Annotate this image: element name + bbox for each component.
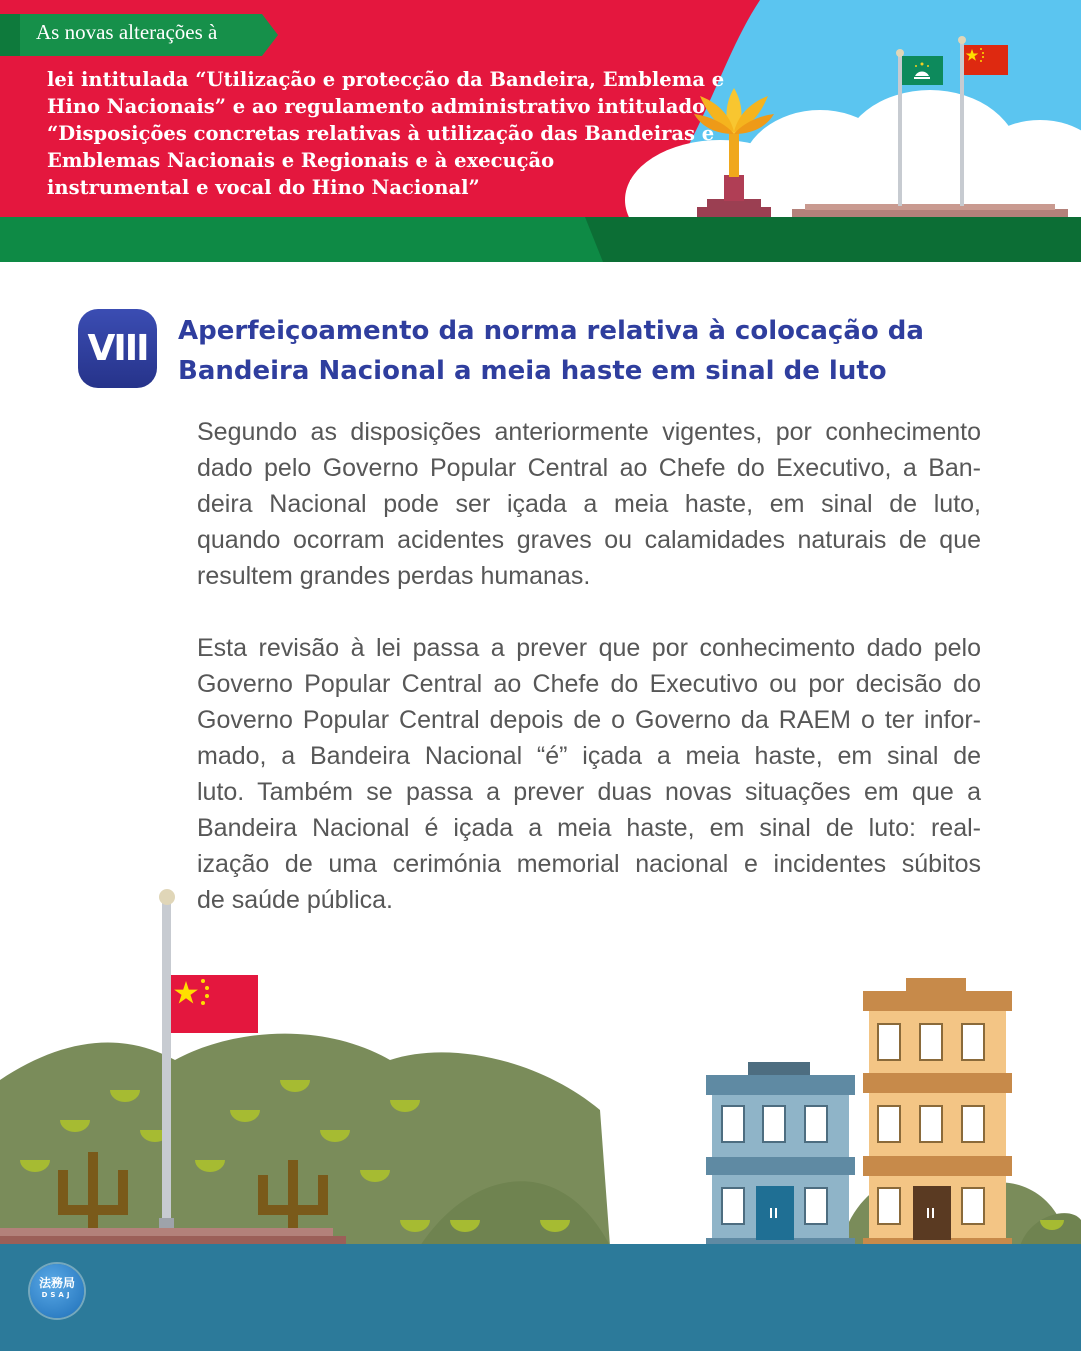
section-title-line: Bandeira Nacional a meia haste em sinal de luto (178, 356, 887, 386)
bottom-scene-illustration (0, 880, 1081, 1351)
paragraph-line: resultem grandes perdas humanas. (197, 562, 591, 590)
banner-title-line: Emblemas Nacionais e Regionais e à execução (47, 149, 555, 172)
paragraph-line: quando ocorram acidentes graves ou calamidades naturais de que (197, 526, 981, 554)
paragraph-line: deira Nacional pode ser içada a meia haste, em sinal de luto, (197, 490, 981, 518)
paragraph-2 (197, 630, 981, 918)
section-title (178, 311, 998, 391)
section-title-line: Aperfeiçoamento da norma relativa à colocação da (178, 316, 924, 346)
blue-building-icon (706, 1062, 855, 1246)
paragraph-1 (197, 414, 981, 594)
china-flag-icon (964, 45, 1008, 75)
paragraph-line: Bandeira Nacional é içada a meia haste, em sinal de luto: real- (197, 814, 981, 842)
banner-title-line: Hino Nacionais” e ao regulamento administrativo intitulado (47, 95, 706, 118)
paragraph-line: Governo Popular Central ao Chefe do Executivo ou por decisão do (197, 670, 981, 698)
banner-title-line: “Disposições concretas relativas à utilização das Bandeiras e (47, 122, 715, 145)
dsaj-logo (30, 1264, 84, 1318)
ribbon-label: As novas alterações à (36, 20, 218, 44)
paragraph-line: Governo Popular Central depois de o Governo da RAEM o ter infor- (197, 706, 981, 734)
paragraph-line: Segundo as disposições anteriormente vigentes, por conhecimento (197, 418, 981, 446)
paragraph-line: de saúde pública. (197, 886, 393, 914)
logo-chinese-text: 法務局 (38, 1276, 75, 1290)
orange-building-icon (863, 978, 1012, 1246)
banner-title (47, 66, 727, 201)
paragraph-line: luto. Também se passa a prever duas novas situações em que a (197, 778, 981, 806)
paragraph-line: mado, a Bandeira Nacional “é” içada a meia haste, em sinal de (197, 742, 981, 770)
paragraph-line: ização de uma cerimónia memorial nacional e incidentes súbitos (197, 850, 981, 878)
china-flag-half-mast-icon (171, 975, 258, 1033)
paragraph-line: Esta revisão à lei passa a prever que por conhecimento dado pelo (197, 634, 981, 662)
banner-title-line: instrumental e vocal do Hino Nacional” (47, 176, 480, 199)
logo-abbreviation: DSAJ (41, 1291, 73, 1299)
macau-flag-icon (902, 56, 943, 85)
banner-title-line: lei intitulada “Utilização e protecção da Bandeira, Emblema e (47, 68, 725, 91)
paragraph-line: dado pelo Governo Popular Central ao Chefe do Executivo, a Ban- (197, 454, 981, 482)
header-banner (0, 0, 1081, 262)
section-number-badge: VIII (78, 309, 157, 388)
